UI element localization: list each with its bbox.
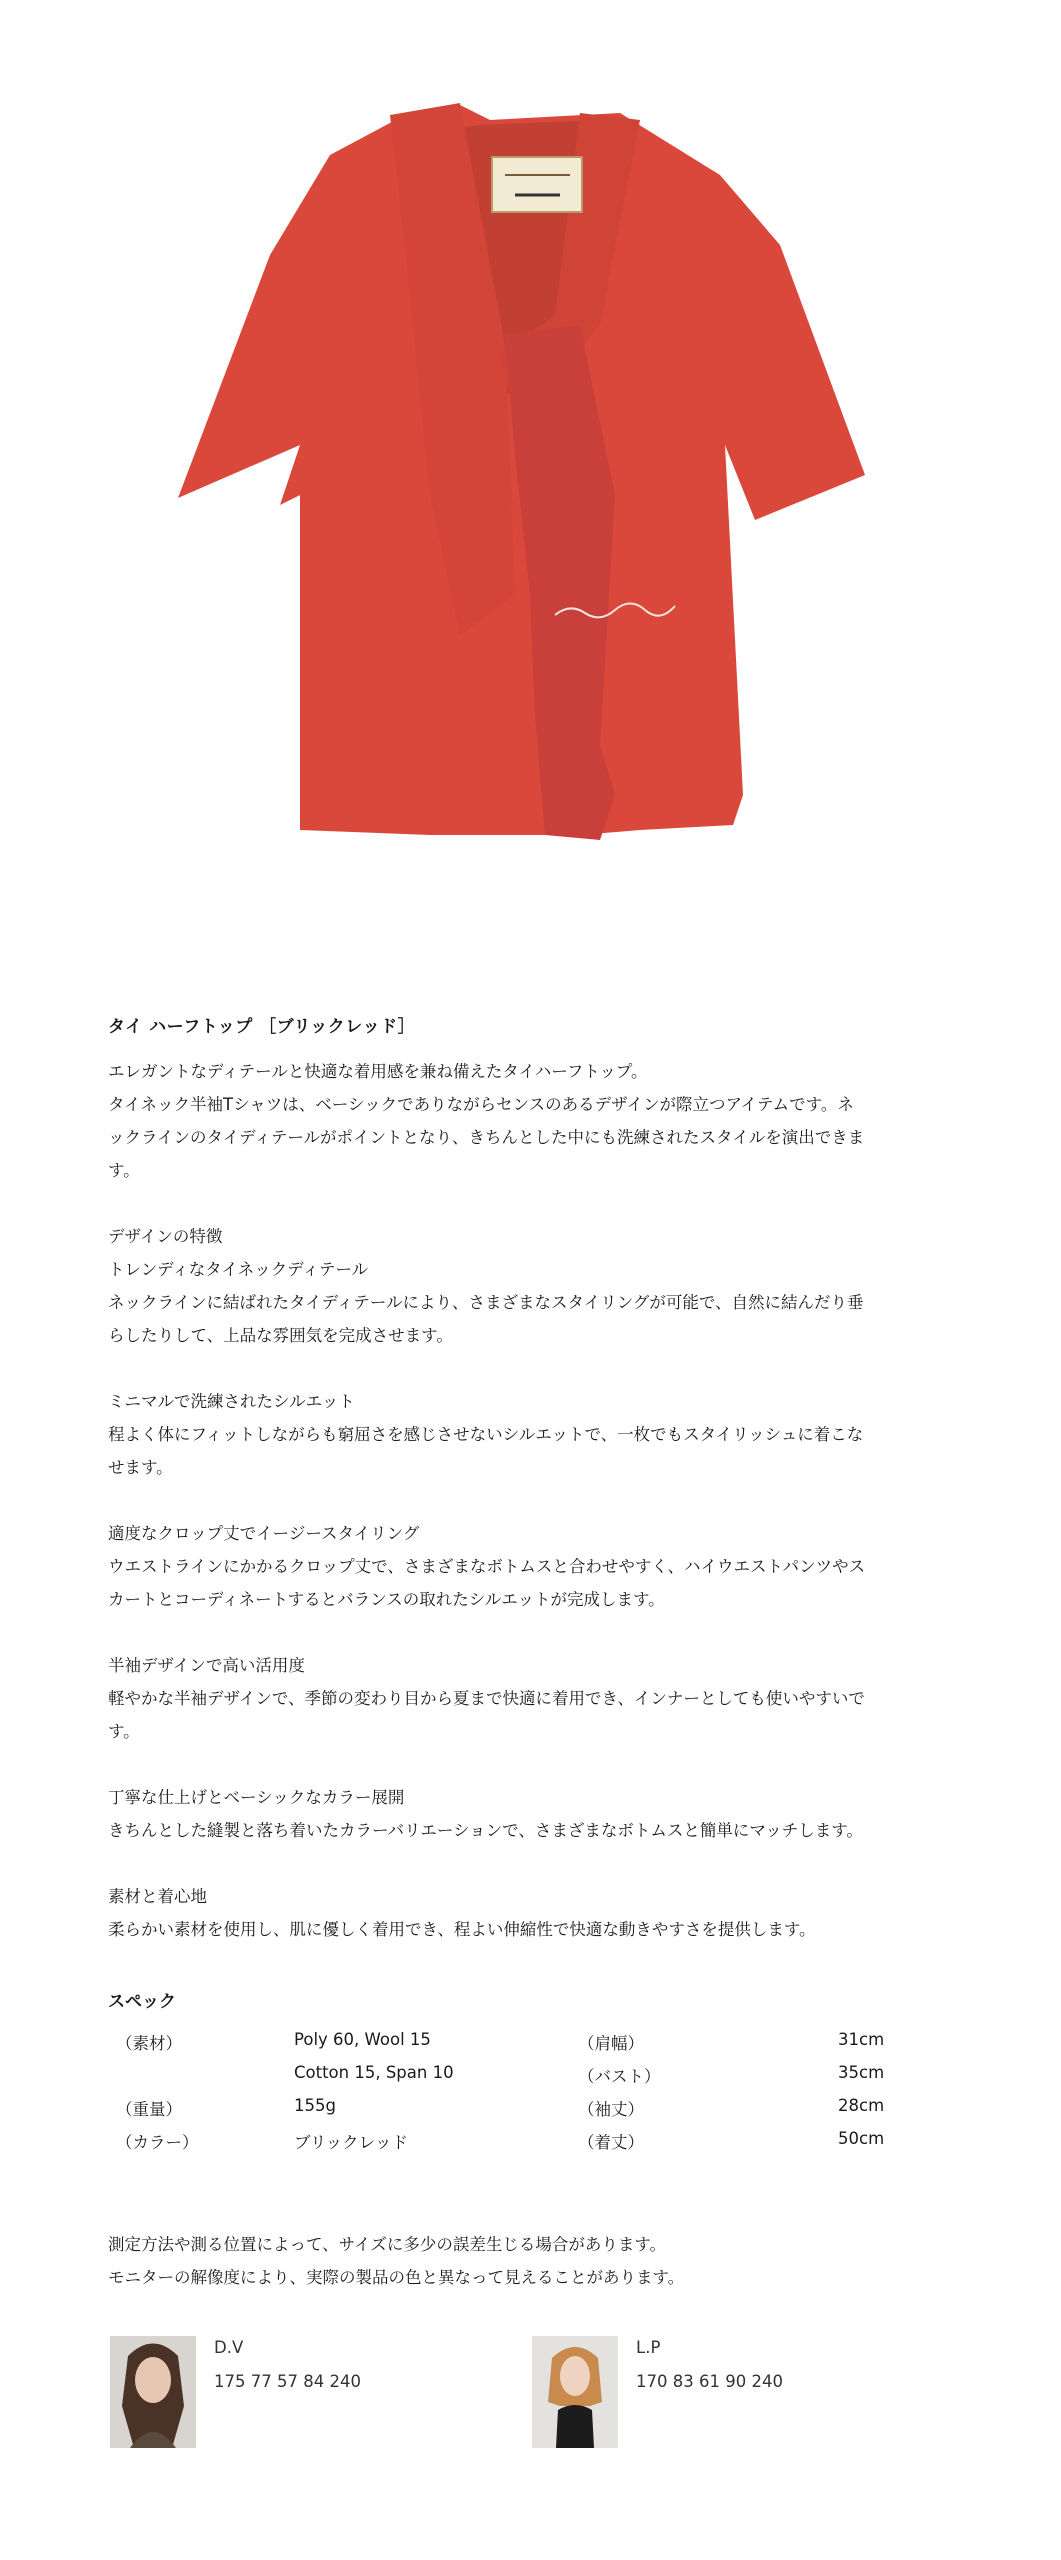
spec-sleeve-value: 28cm (838, 2096, 885, 2115)
feature-3-line-1: ウエストラインにかかるクロップ丈で、さまざまなボトムスと合わせやすく、ハイウエストパンツやス (108, 1557, 866, 1576)
feature-2-line-2: せます。 (108, 1458, 173, 1477)
product-title: タイ ハーフトップ ［ブリックレッド］ (108, 1017, 416, 1037)
spec-material-label: （素材） (116, 2034, 182, 2053)
feature-6-title: 素材と着心地 (108, 1887, 207, 1906)
spec-length-label: （着丈） (578, 2133, 644, 2152)
feature-4-line-1: 軽やかな半袖デザインで、季節の変わり目から夏まで快適に着用でき、インナーとしても使いやすいで (108, 1689, 865, 1708)
product-image (160, 95, 900, 935)
model-name: L.P (636, 2338, 661, 2357)
spec-bust-label: （バスト） (578, 2067, 661, 2086)
feature-4-title: 半袖デザインで高い活用度 (108, 1656, 305, 1675)
model-photo (532, 2336, 618, 2448)
spec-length-value: 50cm (838, 2129, 885, 2148)
feature-1-title: トレンディなタイネックディテール (108, 1260, 369, 1279)
spec-row (108, 2129, 968, 2162)
feature-2-title: ミニマルで洗練されたシルエット (108, 1392, 355, 1411)
model-sizes: 170 83 61 90 240 (636, 2372, 783, 2391)
spec-material-value-2: Cotton 15, Span 10 (294, 2063, 454, 2082)
spec-color-value: ブリックレッド (294, 2133, 409, 2152)
feature-5-title: 丁寧な仕上げとベーシックなカラー展開 (108, 1788, 405, 1807)
spec-weight-value: 155g (294, 2096, 336, 2115)
spec-heading: スペック (108, 1992, 176, 2012)
feature-2-line-1: 程よく体にフィットしながらも窮屈さを感じさせないシルエットで、一枚でもスタイリッシュに着こな (108, 1425, 864, 1444)
note-line-1: 測定方法や測る位置によって、サイズに多少の誤差生じる場合があります。 (108, 2235, 667, 2254)
spec-table (108, 2030, 968, 2162)
intro-line-4: す。 (108, 1161, 140, 1180)
intro-line-2: タイネック半袖Tシャツは、ベーシックでありながらセンスのあるデザインが際立つアイテムです。ネ (108, 1095, 854, 1114)
measurement-notes (108, 2228, 968, 2294)
feature-3-line-2: カートとコーディネートするとバランスの取れたシルエットが完成します。 (108, 1590, 665, 1609)
spec-row (108, 2096, 968, 2129)
feature-1-line-1: ネックラインに結ばれたタイディテールにより、さまざまなスタイリングが可能で、自然に結んだり垂 (108, 1293, 864, 1312)
intro-line-3: ックラインのタイディテールがポイントとなり、きちんとした中にも洗練されたスタイルを演出できま (108, 1128, 865, 1147)
spec-shoulder-label: （肩幅） (578, 2034, 644, 2053)
intro-line-1: エレガントなディテールと快適な着用感を兼ね備えたタイハーフトップ。 (108, 1062, 648, 1081)
spec-color-label: （カラー） (116, 2133, 199, 2152)
spec-shoulder-value: 31cm (838, 2030, 885, 2049)
feature-5-line-1: きちんとした縫製と落ち着いたカラーバリエーションで、さまざまなボトムスと簡単にマッチします。 (108, 1821, 863, 1840)
spec-material-value: Poly 60, Wool 15 (294, 2030, 431, 2049)
note-line-2: モニターの解像度により、実際の製品の色と異なって見えることがあります。 (108, 2268, 685, 2287)
model-sizes: 175 77 57 84 240 (214, 2372, 361, 2391)
spec-row (108, 2063, 968, 2096)
spec-row (108, 2030, 968, 2063)
model-name: D.V (214, 2338, 244, 2357)
feature-6-line-1: 柔らかい素材を使用し、肌に優しく着用でき、程よい伸縮性で快適な動きやすさを提供します。 (108, 1920, 816, 1939)
spec-weight-label: （重量） (116, 2100, 182, 2119)
features-heading: デザインの特徴 (108, 1227, 223, 1246)
feature-3-title: 適度なクロップ丈でイージースタイリング (108, 1524, 420, 1543)
feature-4-line-2: す。 (108, 1722, 140, 1741)
feature-1-line-2: らしたりして、上品な雰囲気を完成させます。 (108, 1326, 453, 1345)
neck-label (492, 157, 582, 212)
spec-bust-value: 35cm (838, 2063, 885, 2082)
model-photo (110, 2336, 196, 2448)
spec-sleeve-label: （袖丈） (578, 2100, 644, 2119)
product-description (108, 1055, 968, 1946)
